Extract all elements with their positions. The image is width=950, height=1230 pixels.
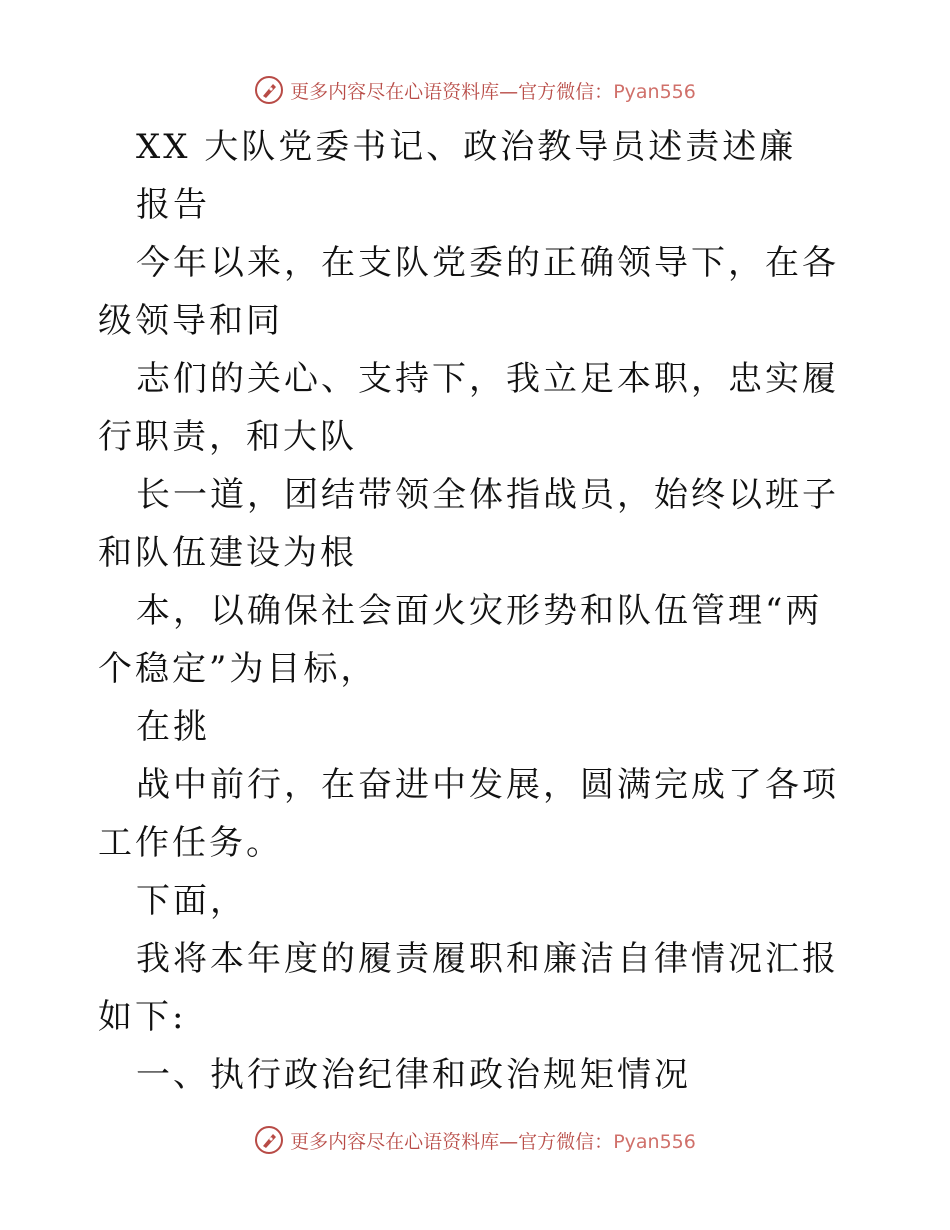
watermark-contact-label: 官方微信： [518, 1130, 614, 1153]
watermark-separator: — [499, 80, 519, 103]
paragraph: 本，以确保社会面火灾形势和队伍管理“两个稳定”为目标， [98, 591, 823, 689]
paragraph: 今年以来，在支队党委的正确领导下，在各级领导和同 [98, 243, 839, 341]
section-heading: 一、执行政治纪律和政治规矩情况 [136, 1055, 691, 1095]
paragraph: 在挑 [136, 707, 210, 747]
paragraph: 我将本年度的履责履职和廉洁自律情况汇报如下: [98, 939, 839, 1037]
watermark-text [290, 1127, 696, 1154]
watermark-contact-id: Pyan556 [613, 80, 696, 103]
pen-nib-seal-icon [254, 1125, 284, 1155]
paragraph: 长一道，团结带领全体指战员，始终以班子和队伍建设为根 [98, 475, 839, 573]
paragraph: 战中前行，在奋进中发展，圆满完成了各项工作任务。 [98, 765, 839, 863]
document-body [98, 118, 858, 1104]
watermark-text [290, 77, 696, 104]
watermark-contact-id: Pyan556 [613, 1130, 696, 1153]
paragraph: 志们的关心、支持下，我立足本职，忠实履行职责，和大队 [98, 359, 839, 457]
document-title-line: XX 大队党委书记、政治教导员述责述廉 [136, 127, 797, 167]
watermark-contact-label: 官方微信： [518, 80, 614, 103]
watermark-banner-top [0, 70, 950, 110]
watermark-site-text: 更多内容尽在心语资料库 [290, 1130, 500, 1153]
watermark-site-text: 更多内容尽在心语资料库 [290, 80, 500, 103]
document-title-line: 报告 [136, 185, 210, 225]
watermark-separator: — [499, 1130, 519, 1153]
pen-nib-seal-icon [254, 75, 284, 105]
paragraph: 下面， [136, 881, 247, 921]
watermark-banner-bottom [0, 1120, 950, 1160]
